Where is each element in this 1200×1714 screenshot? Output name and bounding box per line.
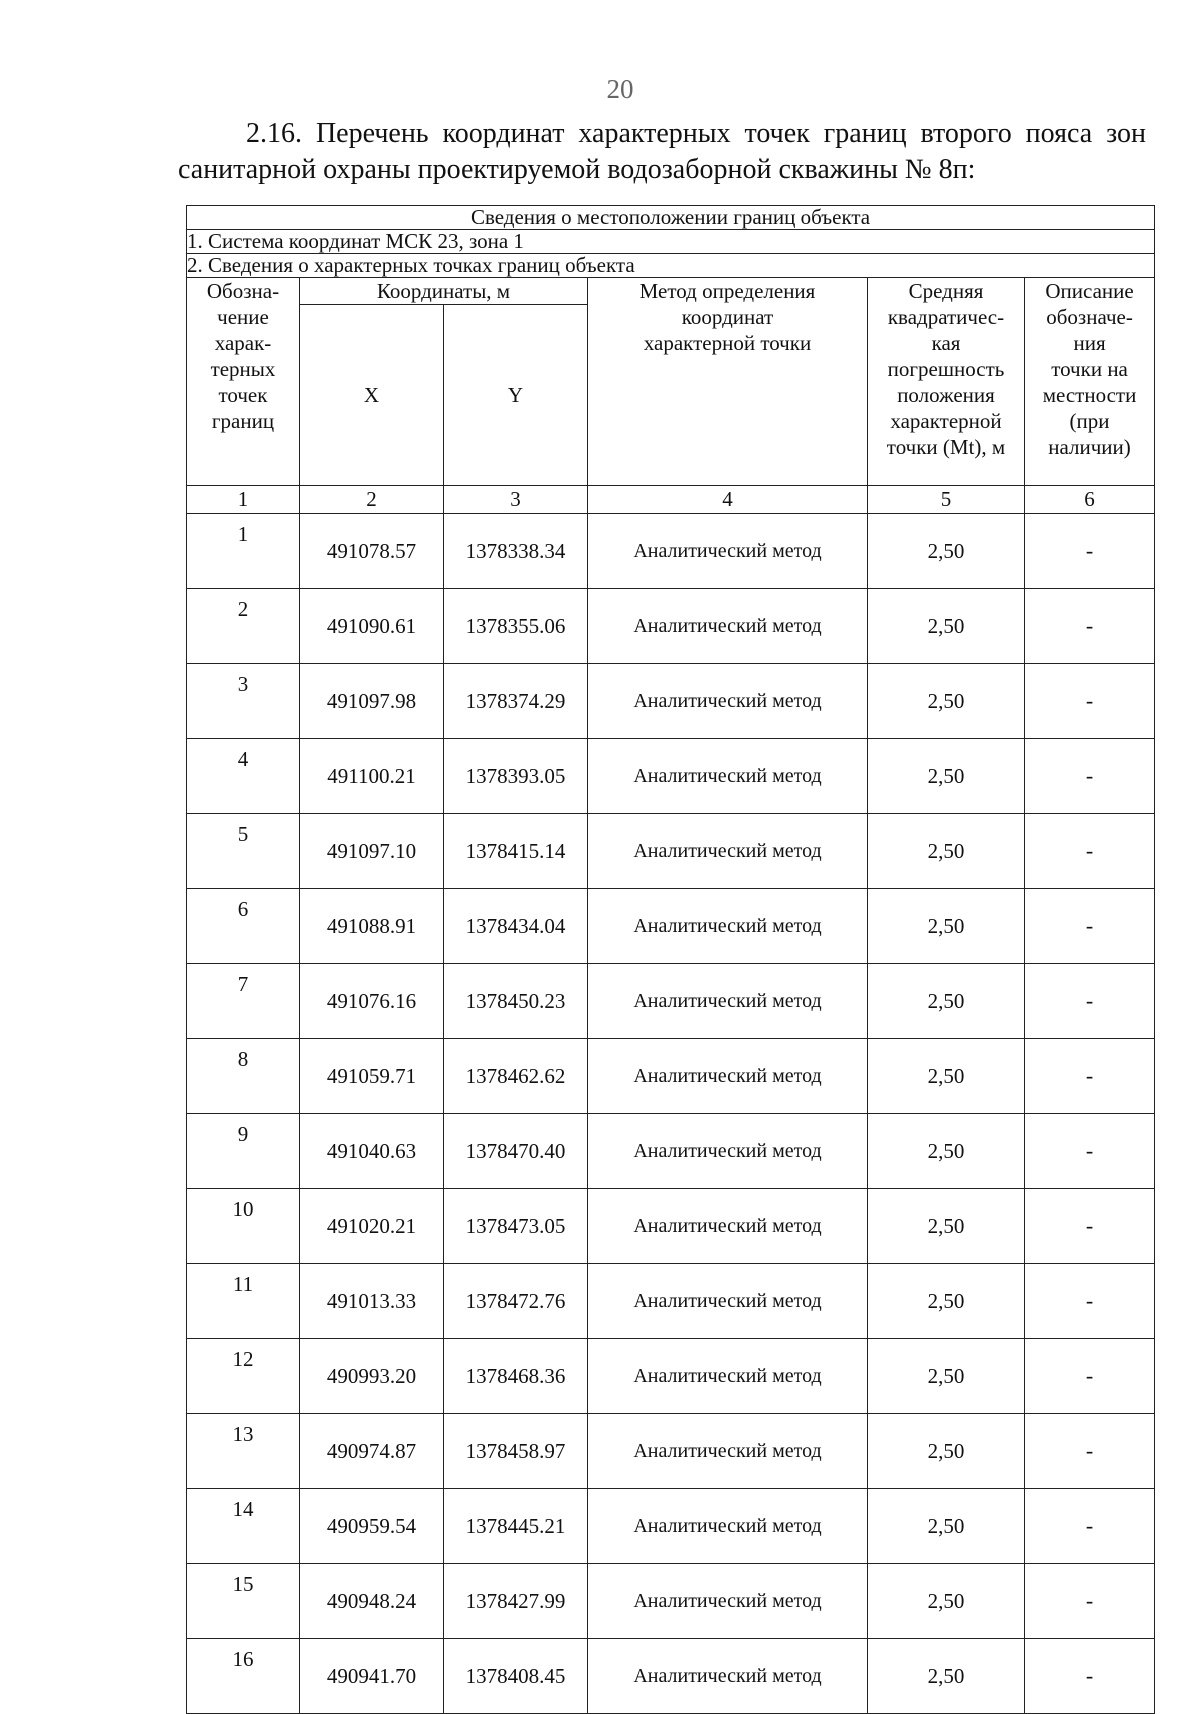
description-cell: - (1025, 664, 1155, 739)
table-row (187, 1264, 1155, 1339)
table-row (187, 1339, 1155, 1414)
table-row (187, 889, 1155, 964)
description-cell: - (1025, 739, 1155, 814)
description-cell: - (1025, 1639, 1155, 1714)
column-number: 3 (444, 486, 588, 514)
method-cell: Аналитический метод (588, 964, 868, 1039)
points-info-row: 2. Сведения о характерных точках границ объекта (187, 254, 1155, 278)
x-coordinate: 490993.20 (300, 1339, 444, 1414)
point-number: 6 (187, 889, 300, 964)
table-row (187, 1564, 1155, 1639)
point-number: 11 (187, 1264, 300, 1339)
y-coordinate: 1378470.40 (444, 1114, 588, 1189)
header-method: Метод определения координат характерной точки (588, 278, 868, 486)
mean-error-cell: 2,50 (868, 964, 1025, 1039)
column-number: 5 (868, 486, 1025, 514)
mean-error-cell: 2,50 (868, 739, 1025, 814)
mean-error-cell: 2,50 (868, 814, 1025, 889)
y-coordinate: 1378472.76 (444, 1264, 588, 1339)
x-coordinate: 491088.91 (300, 889, 444, 964)
x-coordinate: 491100.21 (300, 739, 444, 814)
description-cell: - (1025, 889, 1155, 964)
mean-error-cell: 2,50 (868, 589, 1025, 664)
description-cell: - (1025, 514, 1155, 589)
table-row (187, 1489, 1155, 1564)
description-cell: - (1025, 1264, 1155, 1339)
method-cell: Аналитический метод (588, 1114, 868, 1189)
point-number: 15 (187, 1564, 300, 1639)
point-number: 9 (187, 1114, 300, 1189)
method-cell: Аналитический метод (588, 1264, 868, 1339)
page-number: 20 (606, 74, 634, 104)
method-cell: Аналитический метод (588, 1189, 868, 1264)
point-number: 4 (187, 739, 300, 814)
description-cell: - (1025, 1114, 1155, 1189)
table-row (187, 664, 1155, 739)
description-cell: - (1025, 1489, 1155, 1564)
column-number: 2 (300, 486, 444, 514)
header-x: X (300, 305, 444, 486)
x-coordinate: 490974.87 (300, 1414, 444, 1489)
column-number-row (187, 486, 1155, 514)
mean-error-cell: 2,50 (868, 889, 1025, 964)
y-coordinate: 1378450.23 (444, 964, 588, 1039)
x-coordinate: 491076.16 (300, 964, 444, 1039)
method-cell: Аналитический метод (588, 589, 868, 664)
section-heading: 2.16. Перечень координат характерных точек границ второго пояса зон санитарной охраны проектируемой водозаборной скважины № 8п: (178, 118, 1146, 185)
x-coordinate: 491078.57 (300, 514, 444, 589)
method-cell: Аналитический метод (588, 1639, 868, 1714)
mean-error-cell: 2,50 (868, 1264, 1025, 1339)
mean-error-cell: 2,50 (868, 514, 1025, 589)
method-cell: Аналитический метод (588, 664, 868, 739)
method-cell: Аналитический метод (588, 514, 868, 589)
description-cell: - (1025, 1414, 1155, 1489)
y-coordinate: 1378427.99 (444, 1564, 588, 1639)
method-cell: Аналитический метод (588, 814, 868, 889)
description-cell: - (1025, 1564, 1155, 1639)
mean-error-cell: 2,50 (868, 664, 1025, 739)
method-cell: Аналитический метод (588, 1414, 868, 1489)
y-coordinate: 1378473.05 (444, 1189, 588, 1264)
table-row (187, 1414, 1155, 1489)
y-coordinate: 1378445.21 (444, 1489, 588, 1564)
header-point-designation: Обозна- чение харак- терных точек границ (187, 278, 300, 486)
mean-error-cell: 2,50 (868, 1189, 1025, 1264)
y-coordinate: 1378408.45 (444, 1639, 588, 1714)
method-cell: Аналитический метод (588, 1339, 868, 1414)
description-cell: - (1025, 1339, 1155, 1414)
table-title: Сведения о местоположении границ объекта (187, 206, 1155, 230)
table-row (187, 964, 1155, 1039)
x-coordinate: 491020.21 (300, 1189, 444, 1264)
description-cell: - (1025, 814, 1155, 889)
x-coordinate: 491013.33 (300, 1264, 444, 1339)
point-number: 12 (187, 1339, 300, 1414)
mean-error-cell: 2,50 (868, 1489, 1025, 1564)
x-coordinate: 491090.61 (300, 589, 444, 664)
table-row (187, 514, 1155, 589)
point-number: 16 (187, 1639, 300, 1714)
point-number: 5 (187, 814, 300, 889)
column-number: 6 (1025, 486, 1155, 514)
mean-error-cell: 2,50 (868, 1339, 1025, 1414)
method-cell: Аналитический метод (588, 1489, 868, 1564)
x-coordinate: 490959.54 (300, 1489, 444, 1564)
y-coordinate: 1378458.97 (444, 1414, 588, 1489)
y-coordinate: 1378393.05 (444, 739, 588, 814)
header-mean-error: Средняя квадратичес- кая погрешность положения характерной точки (Mt), м (868, 278, 1025, 486)
x-coordinate: 490941.70 (300, 1639, 444, 1714)
x-coordinate: 491097.10 (300, 814, 444, 889)
method-cell: Аналитический метод (588, 889, 868, 964)
table-row (187, 1189, 1155, 1264)
description-cell: - (1025, 589, 1155, 664)
description-cell: - (1025, 1039, 1155, 1114)
point-number: 3 (187, 664, 300, 739)
point-number: 1 (187, 514, 300, 589)
mean-error-cell: 2,50 (868, 1414, 1025, 1489)
x-coordinate: 491040.63 (300, 1114, 444, 1189)
header-coordinates: Координаты, м (300, 278, 588, 305)
y-coordinate: 1378468.36 (444, 1339, 588, 1414)
table-row (187, 739, 1155, 814)
y-coordinate: 1378462.62 (444, 1039, 588, 1114)
y-coordinate: 1378434.04 (444, 889, 588, 964)
point-number: 13 (187, 1414, 300, 1489)
description-cell: - (1025, 964, 1155, 1039)
mean-error-cell: 2,50 (868, 1039, 1025, 1114)
table-row (187, 814, 1155, 889)
mean-error-cell: 2,50 (868, 1114, 1025, 1189)
y-coordinate: 1378374.29 (444, 664, 588, 739)
table-row (187, 1639, 1155, 1714)
x-coordinate: 491059.71 (300, 1039, 444, 1114)
column-number: 4 (588, 486, 868, 514)
coordinate-system-row: 1. Система координат МСК 23, зона 1 (187, 230, 1155, 254)
mean-error-cell: 2,50 (868, 1639, 1025, 1714)
method-cell: Аналитический метод (588, 1564, 868, 1639)
coordinates-table (186, 205, 1155, 1714)
y-coordinate: 1378355.06 (444, 589, 588, 664)
header-description: Описание обозначе- ния точки на местности (при наличии) (1025, 278, 1155, 486)
table-row (187, 1039, 1155, 1114)
method-cell: Аналитический метод (588, 739, 868, 814)
y-coordinate: 1378338.34 (444, 514, 588, 589)
point-number: 2 (187, 589, 300, 664)
x-coordinate: 491097.98 (300, 664, 444, 739)
table-row (187, 589, 1155, 664)
description-cell: - (1025, 1189, 1155, 1264)
y-coordinate: 1378415.14 (444, 814, 588, 889)
table-row (187, 1114, 1155, 1189)
point-number: 10 (187, 1189, 300, 1264)
method-cell: Аналитический метод (588, 1039, 868, 1114)
column-number: 1 (187, 486, 300, 514)
point-number: 8 (187, 1039, 300, 1114)
mean-error-cell: 2,50 (868, 1564, 1025, 1639)
header-y: Y (444, 305, 588, 486)
point-number: 14 (187, 1489, 300, 1564)
point-number: 7 (187, 964, 300, 1039)
x-coordinate: 490948.24 (300, 1564, 444, 1639)
